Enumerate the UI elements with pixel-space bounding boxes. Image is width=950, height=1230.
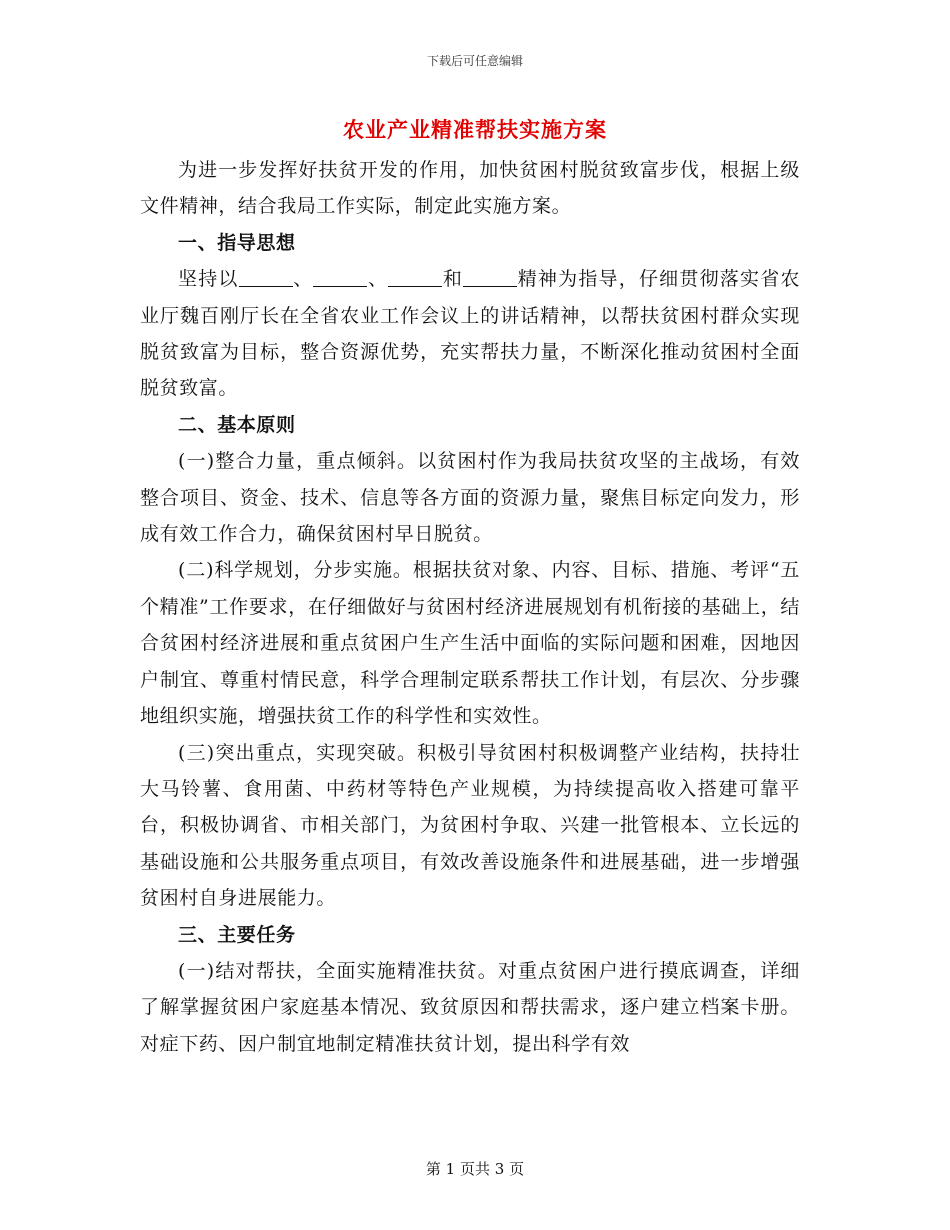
- document-title: 农业产业精准帮扶实施方案: [343, 117, 607, 142]
- section-3-paragraph-1: (一)结对帮扶，全面实施精准扶贫。对重点贫困户进行摸底调查，详细了解掌握贫困户家庭基本情况、致贫原因和帮扶需求，逐户建立档案卡册。对症下药、因户制宜地制定精准扶贫计划，提出科学有效: [140, 959, 800, 1055]
- intro-paragraph: 为进一步发挥好扶贫开发的作用，加快贫困村脱贫致富步伐，根据上级文件精神，结合我局工作实际，制定此实施方案。: [140, 159, 800, 218]
- fill-blank-2: [313, 266, 367, 287]
- separator: 、: [367, 268, 389, 291]
- separator: 和: [442, 268, 464, 291]
- document-body: [140, 152, 800, 1062]
- separator: 、: [292, 268, 314, 291]
- section-3-heading: 三、主要任务: [178, 923, 296, 946]
- section-2-paragraph-3: (三)突出重点，实现突破。积极引导贫困村积极调整产业结构，扶持壮大马铃薯、食用菌、中药材等特色产业规模，为持续提高收入搭建可靠平台，积极协调省、市相关部门，为贫困村争取、兴建一批管根本、立长远的基础设施和公共服务重点项目，有效改善设施条件和进展基础，进一步增强贫困村自身进展能力。: [140, 741, 800, 910]
- fill-blank-4: [463, 266, 517, 287]
- page-footer: 第 1 页共 3 页: [425, 1160, 525, 1178]
- para-prefix: 坚持以: [178, 268, 239, 291]
- para-rest: 精神为指导，仔细贯彻落实省农业厅魏百刚厅长在全省农业工作会议上的讲话精神，以帮扶贫困村群众实现脱贫致富为目标，整合资源优势，充实帮扶力量，不断深化推动贫困村全面脱贫致富。: [140, 268, 801, 400]
- section-1-paragraph: [140, 261, 800, 407]
- section-2-paragraph-1: (一)整合力量，重点倾斜。以贫困村作为我局扶贫攻坚的主战场，有效整合项目、资金、技术、信息等各方面的资源力量，聚焦目标定向发力，形成有效工作合力，确保贫困村早日脱贫。: [140, 450, 800, 546]
- page-header: 下载后可任意编辑: [426, 54, 523, 68]
- fill-blank-1: [239, 266, 293, 287]
- section-2-heading: 二、基本原则: [178, 413, 296, 436]
- fill-blank-3: [388, 266, 442, 287]
- section-2-paragraph-2: (二)科学规划，分步实施。根据扶贫对象、内容、目标、措施、考评“五个精准”工作要求，在仔细做好与贫困村经济进展规划有机衔接的基础上，结合贫困村经济进展和重点贫困户生产生活中面临的实际问题和困难，因地因户制宜、尊重村情民意，科学合理制定联系帮扶工作计划，有层次、分步骤地组织实施，增强扶贫工作的科学性和实效性。: [140, 559, 800, 728]
- section-1-heading: 一、指导思想: [178, 231, 296, 254]
